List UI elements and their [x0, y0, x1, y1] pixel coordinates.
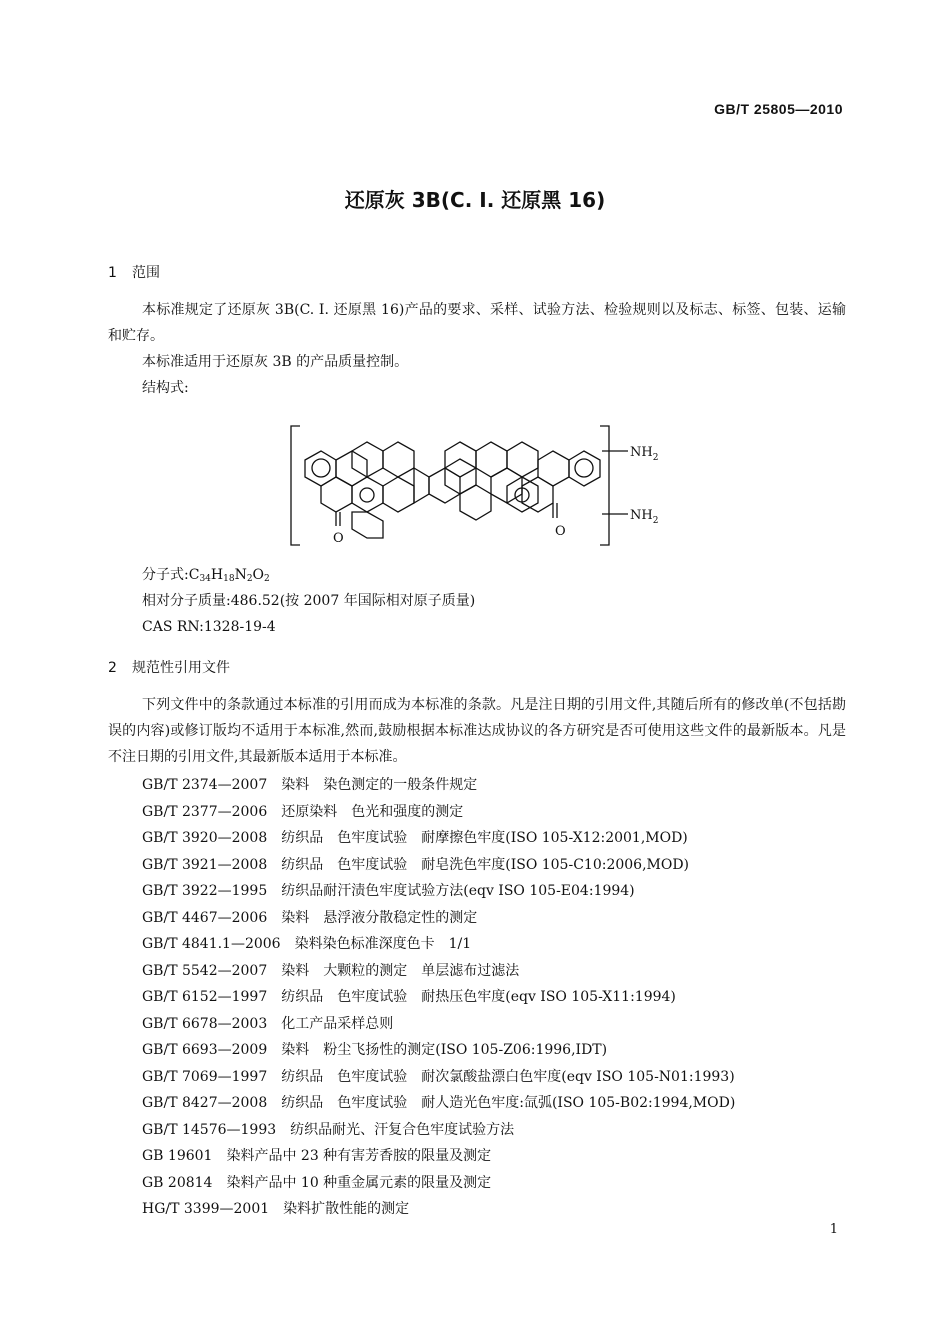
reference-code: GB/T 6693—2009 [142, 1042, 268, 1058]
reference-title: 还原染料 色光和强度的测定 [281, 803, 464, 820]
reference-code: GB/T 2377—2006 [142, 803, 268, 820]
reference-title: 化工产品采样总则 [281, 1015, 394, 1032]
applicability-paragraph: 本标准适用于还原灰 3B 的产品质量控制。 [142, 354, 409, 370]
reference-title: 纺织品耐汗渍色牢度试验方法(eqv ISO 105-E04:1994) [281, 883, 635, 899]
right-bracket [600, 426, 609, 545]
reference-title: 纺织品耐光、汗复合色牢度试验方法 [290, 1121, 515, 1138]
reference-code: GB/T 4841.1—2006 [142, 936, 281, 952]
reference-item [142, 772, 735, 799]
reference-title: 纺织品 色牢度试验 耐皂洗色牢度(ISO 105-C10:2006,MOD) [281, 856, 690, 873]
reference-item [142, 1143, 735, 1170]
reference-title: 纺织品 色牢度试验 耐人造光色牢度:氙弧(ISO 105-B02:1994,MOD) [281, 1095, 736, 1111]
molecular-mass: 相对分子质量:486.52(按 2007 年国际相对原子质量) [142, 593, 476, 609]
structure-label: 结构式: [142, 380, 189, 396]
scope-paragraph: 本标准规定了还原灰 3B(C. I. 还原黑 16)产品的要求、采样、试验方法、检验规则以及标志、标签、包装、运输和贮存。 [108, 302, 846, 344]
normative-references-paragraph: 下列文件中的条款通过本标准的引用而成为本标准的条款。凡是注日期的引用文件,其随后所有的修改单(不包括勘误的内容)或修订版均不适用于本标准,然而,鼓励根据本标准达成协议的各方研究是否可使用这些文件的最新版本。凡是不注日期的引用文件,其最新版本适用于本标准。 [108, 697, 846, 765]
reference-title: 染料 悬浮液分散稳定性的测定 [281, 909, 478, 926]
reference-code: GB/T 3921—2008 [142, 856, 268, 873]
cas-number: CAS RN:1328-19-4 [142, 619, 276, 635]
reference-code: GB/T 7069—1997 [142, 1068, 268, 1085]
reference-item [142, 825, 735, 852]
reference-code: GB 20814 [142, 1174, 213, 1191]
reference-item [142, 1064, 735, 1091]
reference-code: GB/T 6152—1997 [142, 989, 268, 1005]
reference-title: 纺织品 色牢度试验 耐次氯酸盐漂白色牢度(eqv ISO 105-N01:1993) [281, 1068, 735, 1085]
reference-title: 纺织品 色牢度试验 耐摩擦色牢度(ISO 105-X12:2001,MOD) [281, 830, 688, 846]
reference-title: 染料产品中 10 种重金属元素的限量及测定 [226, 1174, 492, 1191]
left-bracket [291, 426, 300, 545]
reference-title: 染料 粉尘飞扬性的测定(ISO 105-Z06:1996,IDT) [281, 1042, 608, 1058]
section-number: 2 [108, 660, 117, 676]
reference-item [142, 1011, 735, 1038]
carbonyl-o-right: O [555, 524, 566, 539]
reference-code: GB/T 6678—2003 [142, 1015, 268, 1032]
molecular-formula: 分子式$:C_{34}H_{18}N_2O_2$ [142, 567, 270, 584]
reference-code: GB/T 8427—2008 [142, 1095, 268, 1111]
reference-code: GB/T 2374—2007 [142, 777, 268, 793]
reference-code: GB 19601 [142, 1148, 213, 1164]
reference-title: 染料产品中 23 种有害芳香胺的限量及测定 [226, 1148, 492, 1164]
standard-code: GB/T 25805—2010 [714, 101, 843, 117]
reference-title: 染料染色标准深度色卡 1/1 [294, 936, 472, 952]
reference-code: GB/T 14576—1993 [142, 1121, 277, 1138]
page-number: 1 [829, 1222, 838, 1237]
reference-item [142, 878, 735, 905]
amino-group-bottom: $NH_2$ [630, 508, 659, 526]
reference-item [142, 958, 735, 985]
reference-item [142, 984, 735, 1011]
reference-item [142, 905, 735, 932]
section-2-heading [108, 657, 230, 677]
reference-title: 纺织品 色牢度试验 耐热压色牢度(eqv ISO 105-X11:1994) [281, 989, 676, 1005]
reference-list [142, 772, 735, 1223]
reference-item [142, 1117, 735, 1144]
reference-item [142, 1196, 735, 1223]
reference-item [142, 1170, 735, 1197]
reference-code: GB/T 3922—1995 [142, 883, 268, 899]
reference-item [142, 1037, 735, 1064]
reference-title: 染料 染色测定的一般条件规定 [281, 777, 478, 793]
document-title: 还原灰 3B(C. I. 还原黑 16) [344, 188, 606, 212]
reference-code: HG/T 3399—2001 [142, 1201, 270, 1217]
reference-item [142, 931, 735, 958]
section-title: 规范性引用文件 [132, 660, 230, 676]
reference-item [142, 799, 735, 826]
reference-title: 染料扩散性能的测定 [283, 1201, 410, 1217]
reference-item [142, 1090, 735, 1117]
reference-title: 染料 大颗粒的测定 单层滤布过滤法 [281, 962, 520, 979]
structural-formula [280, 418, 680, 558]
section-number: 1 [108, 265, 117, 281]
section-title: 范围 [132, 265, 160, 281]
amino-group-top: $NH_2$ [630, 445, 659, 463]
reference-code: GB/T 4467—2006 [142, 909, 268, 926]
reference-item [142, 852, 735, 879]
reference-code: GB/T 3920—2008 [142, 830, 268, 846]
section-1-heading [108, 262, 160, 282]
reference-code: GB/T 5542—2007 [142, 962, 268, 979]
carbonyl-o-left: O [333, 531, 344, 546]
